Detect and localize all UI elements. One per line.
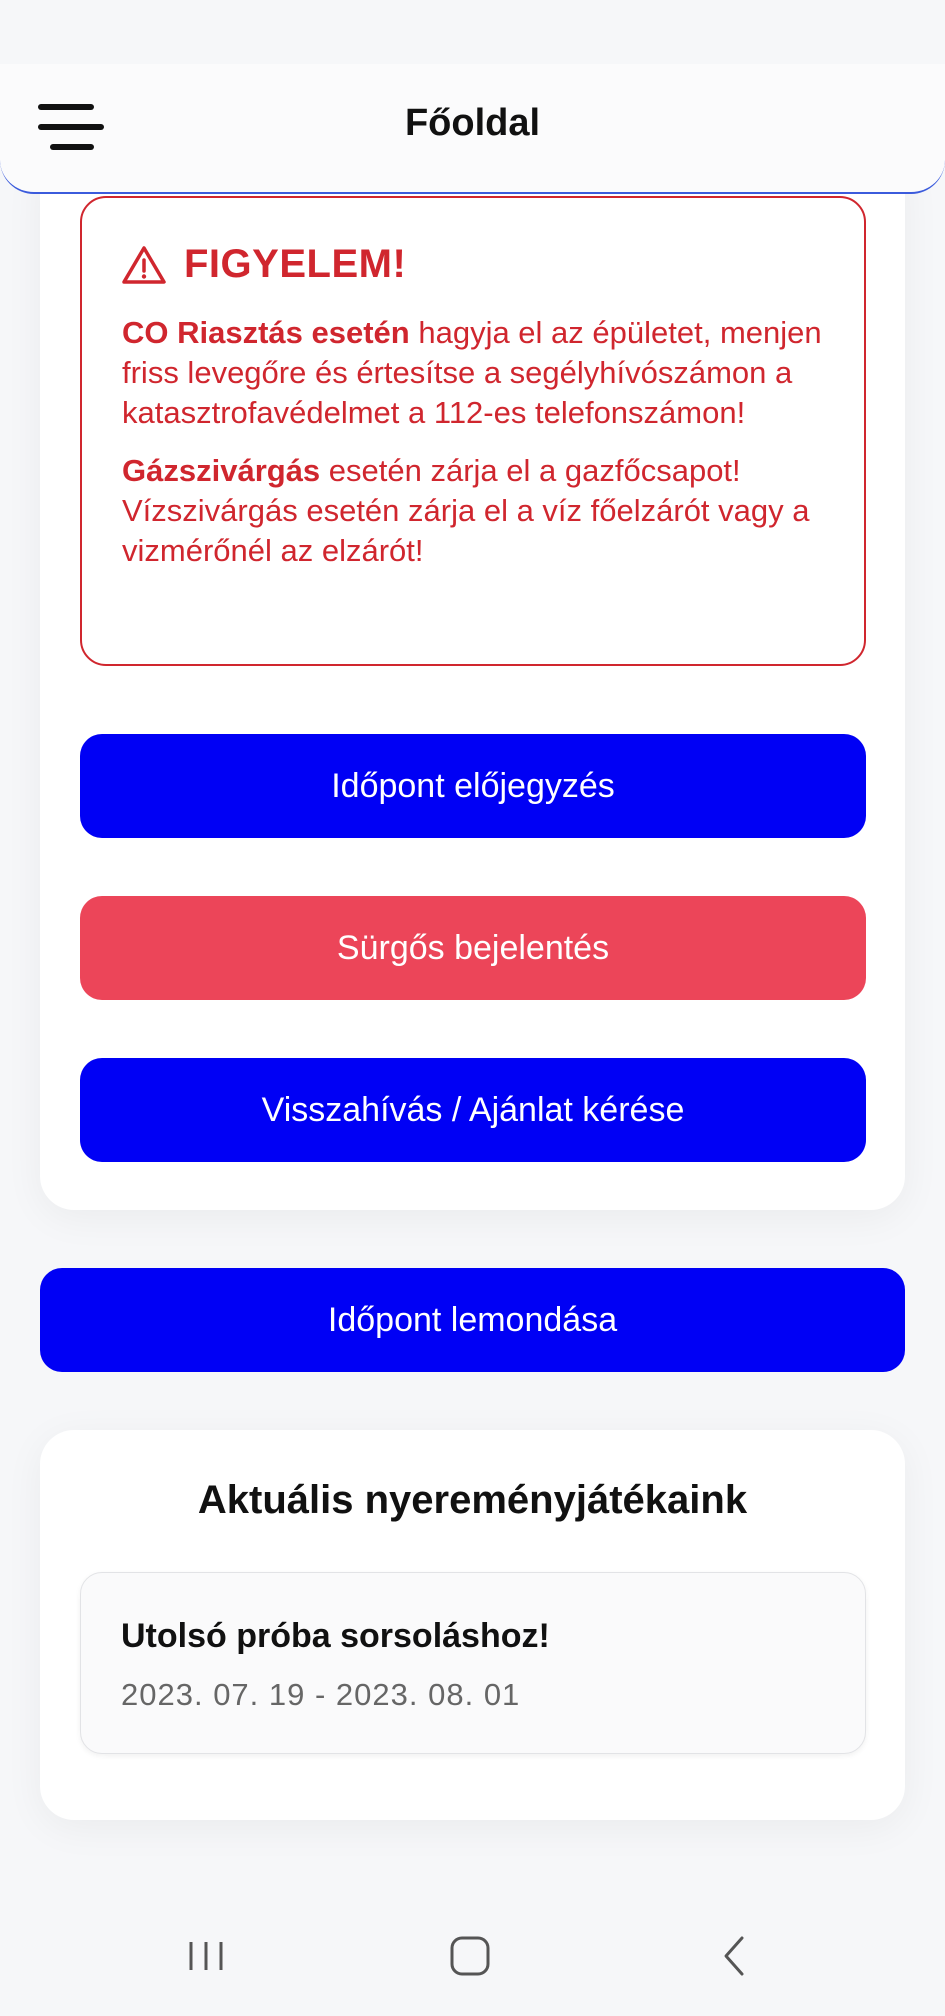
warning-gas-bold: Gázszivárgás (122, 453, 321, 488)
booking-button[interactable]: Időpont előjegyzés (80, 734, 866, 838)
back-icon[interactable] (694, 1926, 774, 1986)
urgent-report-button[interactable]: Sürgős bejelentés (80, 896, 866, 1000)
game-item[interactable] (80, 1572, 866, 1754)
cancel-appointment-button[interactable]: Időpont lemondása (40, 1268, 905, 1372)
warning-gas-body: esetén zárja el a gazfőcsapot! Vízszivárgás esetén zárja el a víz főelzárót vagy a vizmérőnél az elzárót! (122, 453, 810, 568)
game-dates: 2023. 07. 19 - 2023. 08. 01 (121, 1677, 521, 1712)
callback-request-button[interactable]: Visszahívás / Ajánlat kérése (80, 1058, 866, 1162)
game-name: Utolsó próba sorsoláshoz! (121, 1617, 550, 1655)
warning-co-body: hagyja el az épületet, menjen friss levegőre és értesítse a segélyhívószámon a katasztrofavédelmet a 112-es telefonszámon! (122, 315, 822, 430)
status-bar (0, 0, 945, 64)
warning-triangle-icon (122, 245, 166, 285)
page-title: Főoldal (404, 102, 541, 144)
warning-gas-text (122, 451, 824, 571)
home-icon[interactable] (430, 1926, 510, 1986)
system-nav-bar (0, 1896, 945, 2016)
warning-box (80, 196, 866, 666)
warning-co-text (122, 313, 824, 433)
games-title: Aktuális nyereményjátékaink (197, 1478, 748, 1522)
games-card (40, 1430, 905, 1820)
warning-co-bold: CO Riasztás esetén (122, 315, 410, 350)
app-header (0, 64, 945, 194)
warning-title: FIGYELEM! (184, 242, 407, 286)
recents-icon[interactable] (166, 1926, 246, 1986)
